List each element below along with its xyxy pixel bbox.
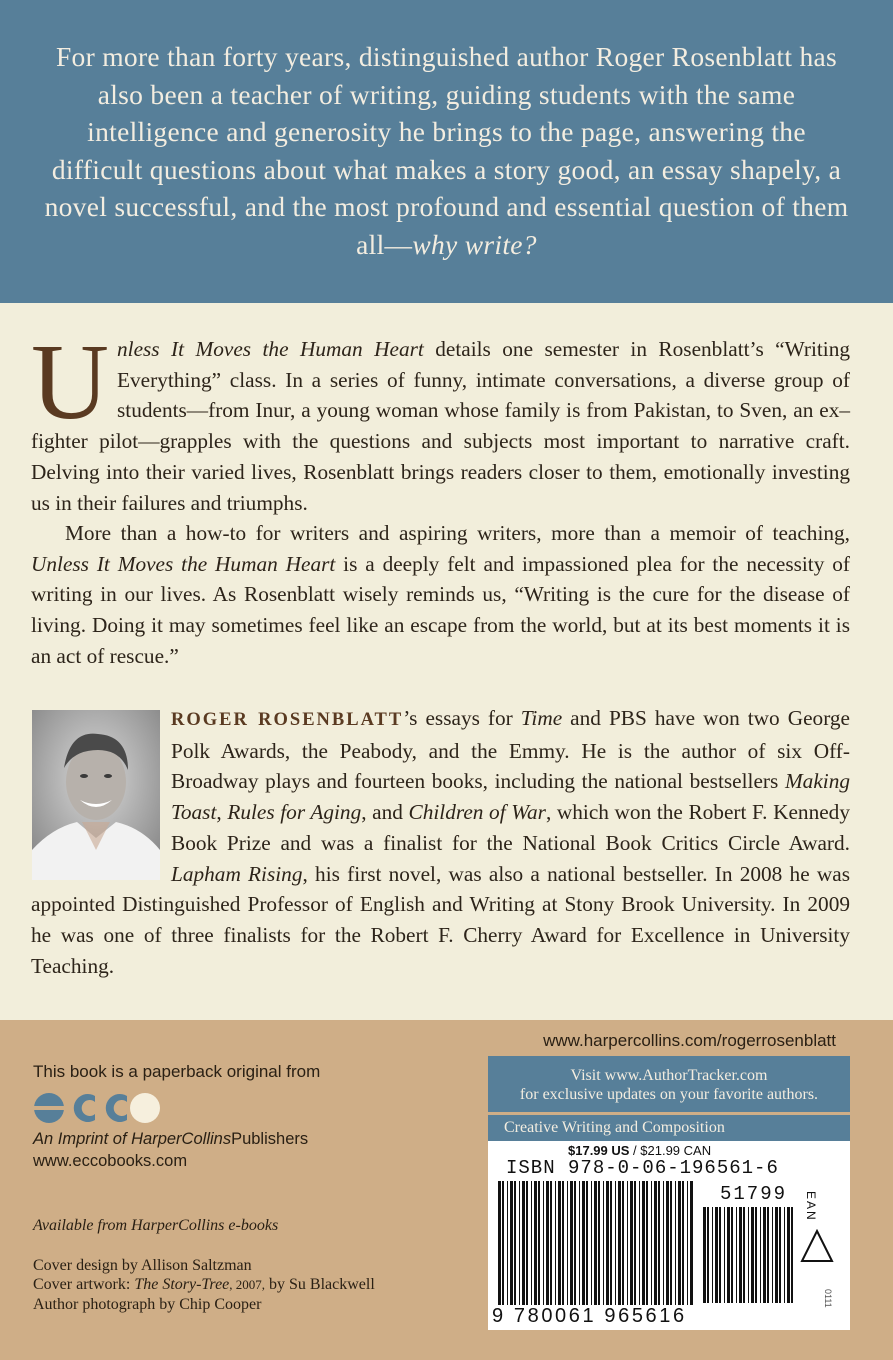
barcode-stripe <box>534 1181 537 1305</box>
author-bio: ROGER ROSENBLATT’s essays for Time and PBS have won two George Polk Awards, the Peabody, and the Emmy. He is the author of six Off-Broadway plays and fourteen books, including the national bestsellers Making Toast, Rules for Aging, and Children of War, which won the Robert F. Kennedy Book Prize and was a finalist for the National Book Critics Circle Award. Lapham Rising, his first novel, was also a national bestseller. In 2008 he was appointed Distinguished Professor of English and Writing at Stony Brook University. In 2009 he was one of three finalists for the Robert F. Cherry Award for Excellence in University Teaching. <box>31 706 850 978</box>
triangle-icon <box>800 1229 834 1263</box>
barcode-stripe <box>555 1181 556 1305</box>
price-code: 51799 <box>720 1183 788 1205</box>
why-write: why write? <box>412 228 537 260</box>
drop-cap: U <box>31 323 109 442</box>
ecco-url[interactable]: www.eccobooks.com <box>33 1152 188 1170</box>
barcode-stripe <box>715 1207 718 1303</box>
barcode-stripe <box>634 1181 636 1305</box>
barcode-stripe <box>784 1207 785 1303</box>
barcode-stripe <box>690 1181 693 1305</box>
barcode-stripe <box>707 1207 709 1303</box>
barcode-stripe <box>763 1207 766 1303</box>
small-code: 0111 <box>823 1289 833 1308</box>
cover-design-credit: Cover design by Allison Saltzman <box>33 1256 252 1274</box>
barcode-stripe <box>639 1181 640 1305</box>
author-url-link[interactable]: www.harpercollins.com/rogerrosenblatt <box>543 1031 836 1050</box>
barcode-stripe <box>606 1181 609 1305</box>
barcode-stripe <box>567 1181 568 1305</box>
barcode-stripe <box>772 1207 773 1303</box>
barcode-stripe <box>598 1181 600 1305</box>
barcode-stripe <box>570 1181 573 1305</box>
barcode-stripe <box>558 1181 561 1305</box>
barcode-stripe <box>670 1181 672 1305</box>
barcode-stripe <box>751 1207 754 1303</box>
barcode-stripe <box>775 1207 778 1303</box>
barcode-stripe <box>767 1207 769 1303</box>
barcode-stripe <box>514 1181 516 1305</box>
barcode-stripe <box>791 1207 793 1303</box>
barcode-stripe <box>727 1207 730 1303</box>
cover-artwork-credit: Cover artwork: The Story-Tree, 2007, by Su Blackwell <box>33 1276 375 1293</box>
barcode-stripe <box>531 1181 532 1305</box>
credits <box>33 1216 375 1314</box>
imprint-line: An Imprint of HarperCollinsPublishers www.eccobooks.com <box>33 1130 309 1170</box>
barcode-stripe <box>666 1181 669 1305</box>
top-blurb-panel <box>0 0 893 303</box>
isbn-label: ISBN 978-0-06-196561-6 <box>506 1157 779 1179</box>
barcode-stripe <box>646 1181 648 1305</box>
barcode-stripe <box>586 1181 588 1305</box>
barcode-stripe <box>658 1181 660 1305</box>
barcode-stripe <box>502 1181 504 1305</box>
barcode-stripe <box>630 1181 633 1305</box>
barcode-stripe <box>579 1181 580 1305</box>
barcode-stripe <box>594 1181 597 1305</box>
author-tracker-box[interactable]: Visit www.AuthorTracker.com for exclusive updates on your favorite authors. <box>488 1056 850 1112</box>
barcode-stripe <box>682 1181 684 1305</box>
barcode-stripe <box>663 1181 664 1305</box>
barcode-stripe <box>736 1207 737 1303</box>
barcode-stripe <box>755 1207 757 1303</box>
barcode-stripe <box>538 1181 540 1305</box>
barcode-stripe <box>703 1207 706 1303</box>
barcode-stripe <box>582 1181 585 1305</box>
author-photo-credit: Author photograph by Chip Cooper <box>33 1295 262 1313</box>
barcode-stripe <box>719 1207 721 1303</box>
barcode-stripe <box>526 1181 528 1305</box>
description-paragraph-2: More than a how-to for writers and aspiring writers, more than a memoir of teaching, Unless It Moves the Human Heart is a deeply felt and impassioned plea for the necessity of writing in our lives. As Rosenblatt wisely reminds us, “Writing is the cure for the disease of living. Doing it may sometimes feel like an escape from the world, but at its best moments it is an act of rescue.” <box>31 521 850 668</box>
barcode-stripe <box>498 1181 501 1305</box>
ecco-logo <box>33 1092 163 1129</box>
barcode-stripe <box>507 1181 508 1305</box>
barcode-stripe <box>724 1207 725 1303</box>
price-barcode <box>703 1207 795 1303</box>
barcode-stripe <box>618 1181 621 1305</box>
top-blurb: For more than forty years, distinguished author Roger Rosenblatt has also been a teacher of writing, guiding students with the same intelligence and generosity he brings to the page, answering the difficult questions about what makes a story good, an essay shapely, a novel successful, and the most profound and essential question of them all—why write? <box>44 41 849 260</box>
barcode-stripe <box>787 1207 790 1303</box>
barcode-stripe <box>574 1181 576 1305</box>
barcode-stripe <box>562 1181 564 1305</box>
barcode-stripe <box>739 1207 742 1303</box>
ean-label: EAN <box>804 1191 818 1222</box>
barcode-box <box>488 1141 850 1330</box>
description-paragraph-1: Unless It Moves the Human Heart details one semester in Rosenblatt’s “Writing Everything” class. In a series of funny, intimate conversations, a diverse group of students—from Inur, a young woman whose family is from Pakistan, to Sven, an ex–fighter pilot—grapples with the questions and subjects most important to narrative craft. Delving into their varied lives, Rosenblatt brings readers closer to them, emotionally investing us in their failures and triumphs. <box>31 323 851 515</box>
barcode-stripe <box>519 1181 520 1305</box>
barcode-stripe <box>642 1181 645 1305</box>
barcode-stripe <box>550 1181 552 1305</box>
author-name: ROGER ROSENBLATT <box>171 710 404 730</box>
barcode-stripe <box>610 1181 612 1305</box>
barcode-stripe <box>779 1207 781 1303</box>
barcode-stripe <box>687 1181 688 1305</box>
barcode-stripe <box>654 1181 657 1305</box>
barcode-stripe <box>731 1207 733 1303</box>
category-bar: Creative Writing and Composition <box>488 1115 850 1141</box>
publisher-info <box>33 1062 320 1082</box>
ean-digits: 9 780061 965616 <box>492 1305 687 1327</box>
ean-barcode <box>498 1181 694 1305</box>
barcode-stripe <box>546 1181 549 1305</box>
barcode-stripe <box>603 1181 604 1305</box>
barcode-stripe <box>678 1181 681 1305</box>
barcode-stripe <box>591 1181 592 1305</box>
barcode-stripe <box>510 1181 513 1305</box>
barcode-stripe <box>675 1181 676 1305</box>
barcode-stripe <box>622 1181 624 1305</box>
barcode-stripe <box>712 1207 713 1303</box>
barcode-stripe <box>743 1207 745 1303</box>
barcode-stripe <box>627 1181 628 1305</box>
barcode-stripe <box>615 1181 616 1305</box>
barcode-stripe <box>748 1207 749 1303</box>
paperback-line: This book is a paperback original from <box>33 1062 321 1081</box>
price-label: $17.99 US / $21.99 CAN <box>568 1143 712 1158</box>
barcode-stripe <box>651 1181 652 1305</box>
barcode-stripe <box>522 1181 525 1305</box>
barcode-stripe <box>760 1207 761 1303</box>
barcode-stripe <box>543 1181 544 1305</box>
ebook-availability: Available from HarperCollins e-books <box>33 1217 279 1234</box>
